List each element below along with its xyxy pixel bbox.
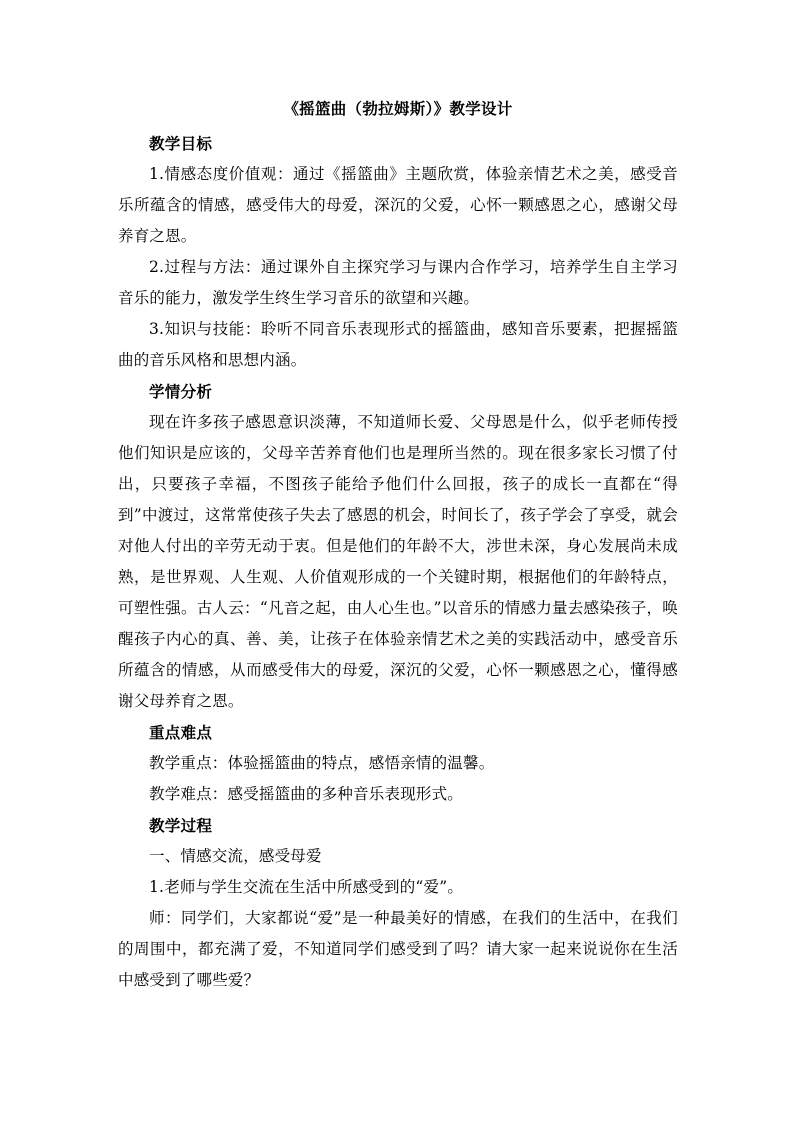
goal-paragraph-2: 2.过程与方法：通过课外自主探究学习与课内合作学习，培养学生自主学习音乐的能力，激发学生终生学习音乐的欲望和兴趣。 <box>118 258 678 307</box>
process-item-1: 1.老师与学生交流在生活中所感受到的“爱”。 <box>149 878 464 896</box>
section-heading-analysis: 学情分析 <box>149 382 213 401</box>
section-heading-process: 教学过程 <box>149 816 213 835</box>
document-title: 《摇篮曲（勃拉姆斯）》教学设计 <box>283 99 513 118</box>
goal-paragraph-1: 1.情感态度价值观：通过《摇篮曲》主题欣赏，体验亲情艺术之美，感受音乐所蕴含的情感，感受伟大的母爱，深沉的父爱，心怀一颗感恩之心，感谢父母养育之恩。 <box>118 165 678 245</box>
goal-paragraph-3: 3.知识与技能：聆听不同音乐表现形式的摇篮曲，感知音乐要素，把握摇篮曲的音乐风格和思想内涵。 <box>118 320 678 369</box>
analysis-paragraph: 现在许多孩子感恩意识淡薄，不知道师长爱、父母恩是什么，似乎老师传授他们知识是应该的，父母辛苦养育他们也是理所当然的。现在很多家长习惯了付出，只要孩子幸福，不图孩子能给予他们什么回报，孩子的成长一直都在“得到”中渡过，这常常使孩子失去了感恩的机会，时间长了，孩子学会了享受，就会对他人付出的辛劳无动于衷。但是他们的年龄不大，涉世未深，身心发展尚未成熟，是世界观、人生观、人价值观形成的一个关键时期，根据他们的年龄特点，可塑性强。古人云：“凡音之起，由人心生也。”以音乐的情感力量去感染孩子，唤醒孩子内心的真、善、美，让孩子在体验亲情艺术之美的实践活动中，感受音乐所蕴含的情感，从而感受伟大的母爱，深沉的父爱，心怀一颗感恩之心，懂得感谢父母养育之恩。 <box>118 413 678 710</box>
teacher-speech-paragraph: 师：同学们，大家都说“爱”是一种最美好的情感，在我们的生活中，在我们的周围中，都充满了爱，不知道同学们感受到了吗？请大家一起来说说你在生活中感受到了哪些爱？ <box>118 909 678 989</box>
difficult-point-paragraph: 教学难点：感受摇篮曲的多种音乐表现形式。 <box>149 785 464 803</box>
section-heading-goals: 教学目标 <box>149 134 213 153</box>
key-point-paragraph: 教学重点：体验摇篮曲的特点，感悟亲情的温馨。 <box>149 754 495 772</box>
document-page <box>118 96 678 996</box>
process-step-1: 一、情感交流，感受母爱 <box>149 847 322 865</box>
section-heading-key-points: 重点难点 <box>149 723 213 742</box>
